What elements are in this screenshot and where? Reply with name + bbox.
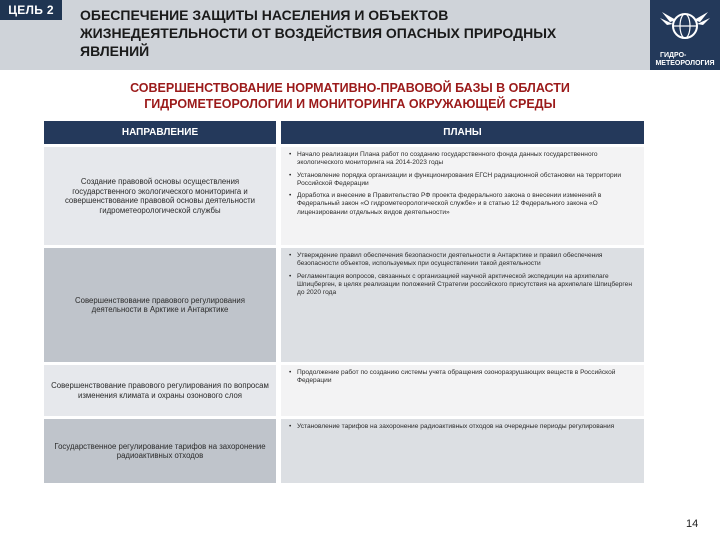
bullet-icon: • <box>289 171 292 179</box>
direction-text: Совершенствование правового регулирования по вопросам изменения климата и охраны озонового слоя <box>51 381 269 400</box>
bullet-icon: • <box>289 423 292 430</box>
direction-text: Совершенствование правового регулирования деятельности в Арктике и Антарктике <box>75 295 245 314</box>
bullet-icon: • <box>289 192 292 200</box>
section-subtitle: СОВЕРШЕНСТВОВАНИЕ НОРМАТИВНО-ПРАВОВОЙ БАЗЫ В ОБЛАСТИ ГИДРОМЕТЕОРОЛОГИИ И МОНИТОРИНГА ОКРУЖАЮЩЕЙ СРЕДЫ <box>130 81 570 111</box>
list-item: • Начало реализации Плана работ по созданию государственного фонда данных государственного экологического мониторинга на 2014-2023 годы <box>289 151 598 167</box>
logo-text-line2: МЕТЕОРОЛОГИЯ <box>655 60 715 67</box>
table-row-plans <box>281 147 644 245</box>
page-number: 14 <box>686 518 699 530</box>
globe-wings-icon <box>658 2 712 54</box>
logo-text-line1: ГИДРО- <box>660 52 687 59</box>
table-row-direction <box>44 248 276 362</box>
table-row-plans <box>281 365 644 416</box>
table-row-direction <box>44 419 276 483</box>
bullet-icon: • <box>289 252 292 259</box>
list-item: • Установление порядка организации и функционирования ЕГСН радиационной обстановки на территории Российской Федерации <box>289 171 622 187</box>
table-row-direction <box>44 147 276 245</box>
list-item: • Продолжение работ по созданию системы учета обращения озоноразрушающих веществ в Российской Федерации <box>289 369 616 385</box>
header-bar <box>0 0 720 70</box>
bullet-icon: • <box>289 151 292 158</box>
list-item: • Регламентация вопросов, связанных с организацией научной арктической экспедиции на архипелаге Шпицберген, в целях реализации положений Стратегии российского присутствия на архипелаге Шпицберген до 2020 года <box>289 272 632 297</box>
list-item: • Доработка и внесение в Правительство РФ проекта федерального закона о внесении изменений в Федеральный закон «О гидрометеорологической службе» и в статью 12 Федерального закона «О лицензировании отдельных видов деятельности» <box>289 192 602 216</box>
column-header-plans: ПЛАНЫ <box>281 121 644 144</box>
direction-text: Создание правовой основы осуществления государственного экологического мониторинга и совершенствование правовой основы деятельности гидрометеорологической службы <box>64 177 256 215</box>
goal-badge: ЦЕЛЬ 2 <box>0 0 62 20</box>
table-row-plans <box>281 419 644 483</box>
hydromet-logo <box>650 0 720 70</box>
list-item: • Установление тарифов на захоронение радиоактивных отходов на очередные периоды регулирования <box>289 423 615 430</box>
bullet-icon: • <box>289 369 292 376</box>
table-row-plans <box>281 248 644 362</box>
column-header-direction: НАПРАВЛЕНИЕ <box>44 121 276 144</box>
table-row-direction <box>44 365 276 416</box>
bullet-icon: • <box>289 272 292 280</box>
direction-text: Государственное регулирование тарифов на захоронение радиоактивных отходов <box>54 441 266 460</box>
page-title: ОБЕСПЕЧЕНИЕ ЗАЩИТЫ НАСЕЛЕНИЯ И ОБЪЕКТОВ ЖИЗНЕДЕЯТЕЛЬНОСТИ ОТ ВОЗДЕЙСТВИЯ ОПАСНЫХ ПРИРОДНЫХ ЯВЛЕНИЙ <box>80 7 557 59</box>
list-item: • Утверждение правил обеспечения безопасности деятельности в Антарктике и правил обеспечения безопасности объектов, используемых при осуществлении такой деятельности <box>289 252 603 268</box>
